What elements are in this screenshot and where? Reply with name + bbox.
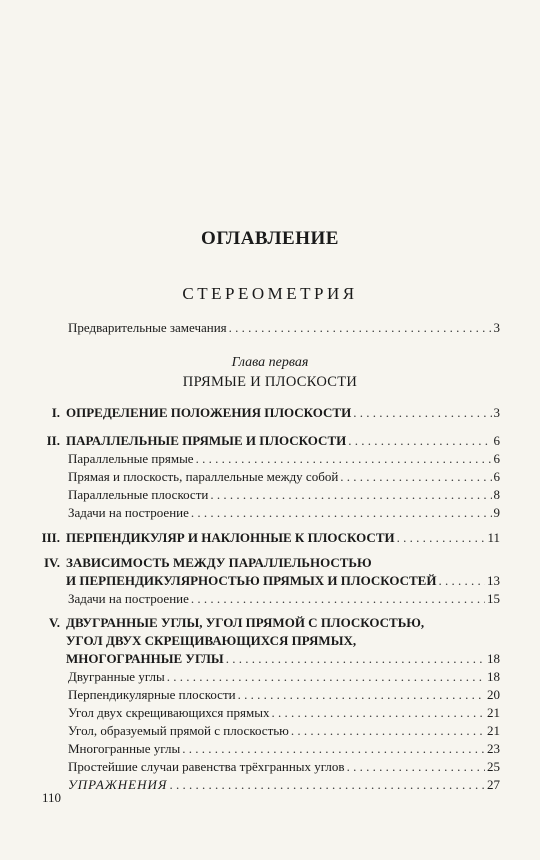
entry-page: 15	[487, 591, 500, 606]
leader-dots	[348, 433, 491, 449]
section-title-line: УГОЛ ДВУХ СКРЕЩИВАЮЩИХСЯ ПРЯМЫХ,	[66, 633, 357, 648]
entry-label: Двугранные углы	[68, 669, 165, 684]
section-title-line: И ПЕРПЕНДИКУЛЯРНОСТЬЮ ПРЯМЫХ И ПЛОСКОСТЕЙ	[66, 573, 437, 588]
entry-page: 25	[487, 759, 500, 774]
leader-dots	[340, 469, 491, 485]
toc-entry[interactable]	[68, 741, 500, 757]
entry-page: 6	[493, 451, 500, 466]
leader-dots	[210, 487, 491, 503]
entry-page: 27	[487, 777, 500, 792]
entry-label: Перпендикулярные плоскости	[68, 687, 236, 702]
toc-entry[interactable]	[68, 505, 500, 521]
leader-dots	[291, 723, 485, 739]
toc-section-5-line1[interactable]	[49, 615, 425, 631]
leader-dots	[438, 573, 485, 589]
toc-entry[interactable]	[68, 723, 500, 739]
toc-entry[interactable]	[68, 687, 500, 703]
entry-page: 9	[493, 505, 500, 520]
section-title-line: ЗАВИСИМОСТЬ МЕЖДУ ПАРАЛЛЕЛЬНОСТЬЮ	[66, 555, 372, 570]
part-title: СТЕРЕОМЕТРИЯ	[182, 284, 358, 303]
leader-dots	[191, 505, 492, 521]
leader-dots	[347, 759, 485, 775]
leader-dots	[196, 451, 492, 467]
section-title: ПЕРПЕНДИКУЛЯР И НАКЛОННЫЕ К ПЛОСКОСТИ	[66, 530, 395, 545]
entry-label: Многогранные углы	[68, 741, 181, 756]
entry-page: 21	[487, 705, 500, 720]
entry-label: УПРАЖНЕНИЯ	[68, 777, 168, 792]
leader-dots	[226, 651, 485, 667]
toc-entry[interactable]	[68, 669, 500, 685]
section-page: 11	[487, 530, 500, 545]
toc-entry[interactable]	[68, 451, 500, 467]
toc-section-3[interactable]	[41, 530, 500, 546]
section-title-line: МНОГОГРАННЫЕ УГЛЫ	[66, 651, 224, 666]
toc-section-5-line2[interactable]	[66, 633, 356, 649]
entry-label: Угол двух скрещивающихся прямых	[68, 705, 270, 720]
chapter-label: Глава первая	[231, 355, 309, 370]
leader-dots	[169, 777, 485, 793]
section-title-line: ДВУГРАННЫЕ УГЛЫ, УГОЛ ПРЯМОЙ С ПЛОСКОСТЬЮ,	[66, 615, 425, 630]
toc-section-4-line1[interactable]	[43, 555, 372, 571]
entry-page: 8	[493, 487, 500, 502]
section-title: ПАРАЛЛЕЛЬНЫЕ ПРЯМЫЕ И ПЛОСКОСТИ	[66, 433, 347, 448]
entry-label: Простейшие случаи равенства трёхгранных углов	[68, 759, 345, 774]
entry-label: Параллельные плоскости	[68, 487, 209, 502]
entry-label: Прямая и плоскость, параллельные между собой	[68, 469, 339, 484]
entry-label: Задачи на построение	[68, 505, 189, 520]
leader-dots	[271, 705, 485, 721]
entry-label: Угол, образуемый прямой с плоскостью	[68, 723, 289, 738]
leader-dots	[229, 320, 492, 336]
toc-section-2[interactable]	[46, 433, 500, 449]
section-number: II.	[46, 433, 60, 448]
entry-label: Предварительные замечания	[68, 320, 227, 335]
entry-label: Задачи на построение	[68, 591, 189, 606]
chapter-title: ПРЯМЫЕ И ПЛОСКОСТИ	[182, 374, 358, 390]
section-number: IV.	[43, 555, 60, 570]
toc-section-5[interactable]	[66, 651, 500, 667]
entry-label: Параллельные прямые	[68, 451, 194, 466]
entry-page: 21	[487, 723, 500, 738]
leader-dots	[238, 687, 485, 703]
section-page: 6	[493, 433, 500, 448]
section-number: V.	[49, 615, 60, 630]
toc-section-4[interactable]	[66, 573, 500, 589]
entry-page: 20	[487, 687, 500, 702]
entry-page: 23	[487, 741, 500, 756]
section-page: 13	[487, 573, 500, 588]
section-title: ОПРЕДЕЛЕНИЕ ПОЛОЖЕНИЯ ПЛОСКОСТИ	[66, 405, 352, 420]
toc-entry-exercises[interactable]	[68, 777, 500, 793]
toc-entry[interactable]	[68, 759, 500, 775]
section-page: 3	[493, 405, 500, 420]
leader-dots	[353, 405, 491, 421]
entry-page: 6	[493, 469, 500, 484]
page-number: 110	[42, 790, 62, 805]
section-number: I.	[51, 405, 60, 420]
toc-entry[interactable]	[68, 487, 500, 503]
section-number: III.	[41, 530, 60, 545]
leader-dots	[167, 669, 485, 685]
toc-section-1[interactable]	[51, 405, 500, 421]
toc-entry-preface[interactable]	[68, 320, 500, 336]
toc-entry[interactable]	[68, 705, 500, 721]
leader-dots	[397, 530, 486, 546]
toc-entry[interactable]	[68, 469, 500, 485]
toc-entry[interactable]	[68, 591, 500, 607]
section-page: 18	[487, 651, 500, 666]
entry-page: 18	[487, 669, 500, 684]
leader-dots	[182, 741, 485, 757]
leader-dots	[191, 591, 485, 607]
entry-page: 3	[493, 320, 500, 335]
toc-title: ОГЛАВЛЕНИЕ	[201, 228, 339, 249]
